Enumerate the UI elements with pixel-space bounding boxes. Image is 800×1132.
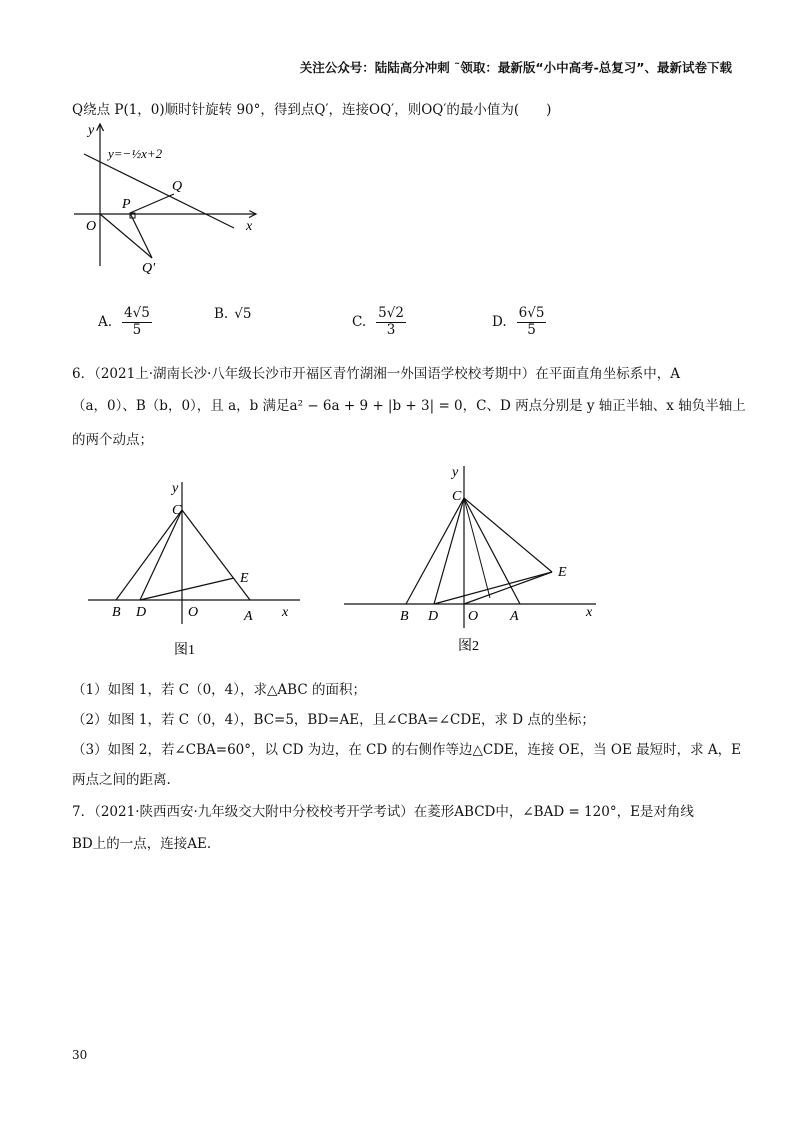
q5-q-label: Q [172,179,183,194]
q6-sub1: （1）如图 1，若 C（0，4），求△ABC 的面积； [72,682,366,698]
fig1-caption: 图1 [174,643,195,658]
fig2-a-label: A [510,609,519,624]
q5-oqp [100,214,152,258]
q5-choice-a [98,306,156,338]
page-header: 关注公众号：陆陆高分冲刺 ˜领取：最新版“小中高考-总复习”、最新试卷下载 [299,60,732,75]
fig2-de [434,572,552,604]
q6-figure1 [84,474,314,660]
page-number: 30 [72,1048,88,1062]
fig1-y-label: y [172,481,179,496]
choice-a-letter: A. [98,314,113,331]
q5-p-label: P [122,197,131,212]
q5-y-label: y [88,123,95,138]
fig1-a-label: A [244,609,253,624]
fig1-e-label: E [240,571,249,586]
q5-pq [130,194,174,213]
fig2-x-label: x [586,605,593,620]
fig2-e-label: E [558,565,567,580]
fig2-oe [464,572,552,604]
q6-figure2 [340,458,610,660]
fig2-b-label: B [400,609,409,624]
fig1-x-label: x [282,605,289,620]
q6-sub2: （2）如图 1，若 C（0，4），BC=5，BD=AE，且∠CBA=∠CDE，求 D 点的坐标； [72,712,595,728]
q6-sub3b: 两点之间的距离. [72,772,171,788]
fig1-de [140,578,234,600]
fig2-o-label: O [468,609,479,624]
q5-choice-b [214,306,251,322]
fig1-c-label: C [172,503,182,518]
q5-line [84,154,234,228]
q7-line1: 7．（2021·陕西西安·九年级交大附中分校校考开学考试）在菱形ABCD中，∠BAD = 120°，E是对角线 [72,804,694,820]
fig1-cb [116,510,182,600]
choice-b-letter: B. [214,306,229,322]
q6-sub3a: （3）如图 2，若∠CBA=60°，以 CD 为边，在 CD 的右侧作等边△CDE，连接 OE，当 OE 最短时，求 A，E [72,742,741,758]
fig2-d-label: D [428,609,439,624]
fig2-y-label: y [452,465,459,480]
choice-d-fraction: $\frac{6√5}{5}$ [518,305,545,338]
q5-figure [70,118,270,278]
q5-equation: y=−½x+2 [108,146,163,161]
fig2-cb [406,498,464,604]
choice-c-fraction: $\frac{5√2}{3}$ [378,305,404,338]
fig2-c-label: C [452,489,462,504]
choice-a-fraction: $\frac{4√5}{5}$ [124,305,150,338]
q6-line1: 6．（2021上·湖南长沙·八年级长沙市开福区青竹湖湘一外国语学校校考期中）在平面直角坐标系中，A [72,366,681,382]
fig1-b-label: B [112,605,121,620]
fig1-cd [140,510,182,600]
q5-choice-c [352,306,410,338]
q6-line2: （a，0）、B（b，0），且 a，b 满足a² − 6a + 9 + |b + 3| = 0，C、D 两点分别是 y 轴正半轴、x 轴负半轴上 [72,398,746,414]
fig2-ce [464,498,552,572]
choice-d-letter: D. [492,314,507,331]
fig1-ca [182,510,250,600]
choice-c-letter: C. [352,314,367,331]
q5-choice-d [492,306,550,338]
fig2-ce-alt [464,498,490,598]
fig2-cd [434,498,464,604]
q5-pqp [130,213,152,258]
q5-x-label: x [246,219,253,234]
q5-stem: Q绕点 P(1，0)顺时针旋转 90°，得到点Q′，连接OQ′，则OQ′的最小值为( ) [72,102,552,118]
fig2-caption: 图2 [458,639,479,654]
fig1-d-label: D [136,605,147,620]
q5-qp-label: Q′ [142,261,156,276]
choice-b-value: √5 [234,306,252,322]
q7-line2: BD上的一点，连接AE. [72,836,212,852]
q5-origin-label: O [86,219,97,234]
q6-line3: 的两个动点； [72,432,153,448]
fig1-o-label: O [188,605,199,620]
